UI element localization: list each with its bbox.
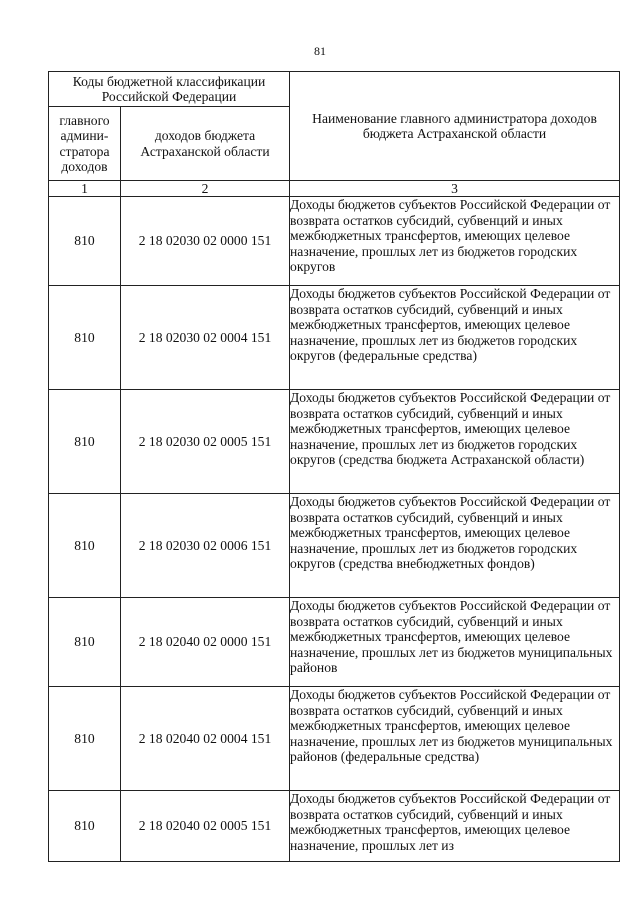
column-number-3: 3 [290, 181, 620, 197]
income-name-cell [290, 791, 620, 862]
page-number: 81 [314, 44, 326, 58]
admin-code-cell: 810 [49, 791, 121, 862]
admin-code-cell: 810 [49, 598, 121, 687]
header-row [49, 72, 620, 107]
income-code-cell: 2 18 02030 02 0000 151 [121, 197, 290, 286]
admin-code-cell: 810 [49, 197, 121, 286]
income-name-cell: Доходы бюджетов субъектов Российской Федерации от возврата остатков субсидий, субвенций и иных межбюджетных трансфертов, имеющих целевое назначение, прошлых лет из бюджетов городских округов (федеральные средства) [290, 286, 620, 390]
income-name-cell: Доходы бюджетов субъектов Российской Федерации от возврата остатков субсидий, субвенций и иных межбюджетных трансфертов, имеющих целевое назначение, прошлых лет из бюджетов муниципальных районов [290, 598, 620, 687]
column-number-2: 2 [121, 181, 290, 197]
admin-code-cell: 810 [49, 494, 121, 598]
header-name-column: Наименование главного администратора доходов бюджета Астраханской области [290, 72, 620, 181]
income-code-cell: 2 18 02040 02 0005 151 [121, 791, 290, 862]
table-row [49, 286, 620, 390]
column-number-1: 1 [49, 181, 121, 197]
income-code-cell: 2 18 02030 02 0004 151 [121, 286, 290, 390]
admin-code-cell: 810 [49, 687, 121, 791]
header-codes-group: Коды бюджетной классификации Российской Федерации [49, 72, 290, 107]
income-name-text: Доходы бюджетов субъектов Российской Федерации от возврата остатков субсидий, субвенций и иных межбюджетных трансфертов, имеющих целевое назначение, прошлых лет из [290, 791, 611, 853]
income-code-cell: 2 18 02030 02 0006 151 [121, 494, 290, 598]
table-row [49, 197, 620, 286]
table-row [49, 598, 620, 687]
income-name-cell: Доходы бюджетов субъектов Российской Федерации от возврата остатков субсидий, субвенций и иных межбюджетных трансфертов, имеющих целевое назначение, прошлых лет из бюджетов городских округов (средства внебюджетных фондов) [290, 494, 620, 598]
budget-classification-table [48, 71, 620, 862]
table-row [49, 687, 620, 791]
income-code-cell: 2 18 02030 02 0005 151 [121, 390, 290, 494]
income-code-cell: 2 18 02040 02 0004 151 [121, 687, 290, 791]
income-code-cell: 2 18 02040 02 0000 151 [121, 598, 290, 687]
table-row [49, 494, 620, 598]
header-income-column: доходов бюджета Астраханской области [121, 107, 290, 181]
table-row [49, 791, 620, 862]
header-admin-column: главного админи-стратора доходов [49, 107, 121, 181]
income-name-cell: Доходы бюджетов субъектов Российской Федерации от возврата остатков субсидий, субвенций и иных межбюджетных трансфертов, имеющих целевое назначение, прошлых лет из бюджетов муниципальных районов (федеральные средства) [290, 687, 620, 791]
admin-code-cell: 810 [49, 390, 121, 494]
income-name-cell: Доходы бюджетов субъектов Российской Федерации от возврата остатков субсидий, субвенций и иных межбюджетных трансфертов, имеющих целевое назначение, прошлых лет из бюджетов городских округов (средства бюджета Астраханской области) [290, 390, 620, 494]
admin-code-cell: 810 [49, 286, 121, 390]
income-name-cell: Доходы бюджетов субъектов Российской Федерации от возврата остатков субсидий, субвенций и иных межбюджетных трансфертов, имеющих целевое назначение, прошлых лет из бюджетов городских округов [290, 197, 620, 286]
table-row [49, 390, 620, 494]
column-number-row [49, 181, 620, 197]
